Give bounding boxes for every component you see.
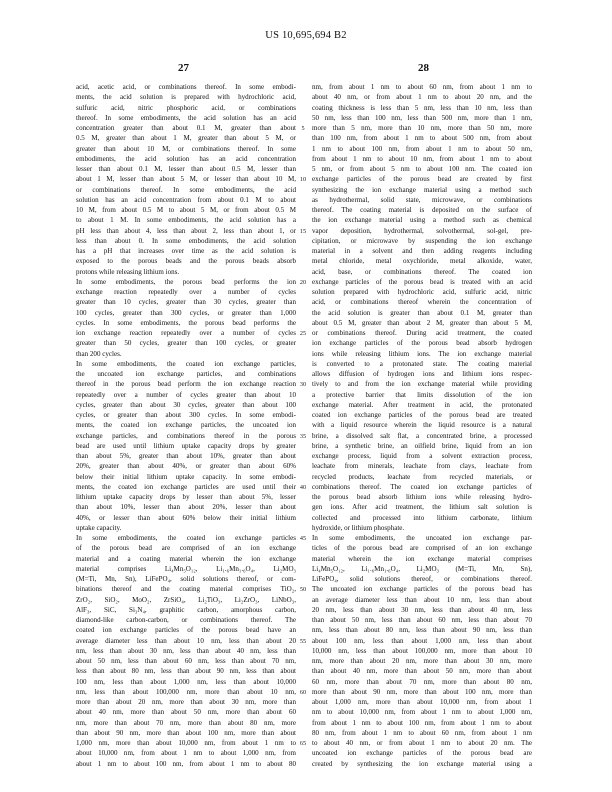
text-line: LiFePO₄, solid solutions thereof, or combinations thereof. [312,575,532,583]
text-line: ions while releasing lithium ions. The ion exchange material [312,349,532,358]
text-line: 100 cycles, greater than 300 cycles, or greater than 1,000 [76,308,296,317]
text-line: below their initial lithium uptake capacity. In some embodi- [76,472,296,481]
text-line: collected and processed into lithium carbonate, lithium [312,513,532,522]
text-line: coating thickness is less than 5 nm, less than 10 nm, less than [312,103,532,112]
text-line: bead are used until lithium uptake capacity drops by greater [76,441,296,450]
gutter-line-number: 10 [299,176,307,184]
gutter-line-number: 25 [299,330,307,337]
text-line: leachate from minerals, leachate from clays, leachate from [312,462,532,471]
text-line: ments, the coated ion exchange particles, the uncoated ion [76,421,296,430]
page-number-right: 28 [418,62,429,74]
left-text-column [76,82,296,769]
text-line: cycles, or greater than about 300 cycles. In some embodi- [76,411,296,419]
text-line: gen ions. After acid treatment, the lithium salt solution is [312,503,532,512]
text-line: 10,000 nm, less than about 100,000 nm, more than about 10 [312,646,532,655]
text-line: nm, more than about 70 nm, more than about 80 nm, more [76,718,296,727]
text-line: average diameter less than about 10 nm, less than about 20 [76,636,296,645]
text-line: than 100 nm, from about 1 nm to about 500 nm, from about [312,134,532,143]
text-line: 40%, or lesser than about 60% below their initial lithium [76,513,296,522]
text-line: than 200 cycles. [76,349,122,358]
text-line: ion exchange particles of the porous bead absorb hydrogen [312,339,532,348]
text-line: 80 nm, from about 1 nm to about 60 nm, from about 1 nm [312,728,532,737]
text-line: uncoated ion exchange particles of the porous bead are [312,749,532,758]
page-number-left: 27 [178,62,189,74]
text-line: about 40 nm, or from about 1 nm to about 20 nm, and the [312,93,532,102]
text-line: cipitation, or microwave by suspending the ion exchange [312,236,532,245]
text-line: acid, or combinations thereof wherein the concentration of [312,298,532,307]
text-line: Li₄Mn₅O₁₂, Li₁.₆Mn₁.₆O₄, Li₂MO₃ (M=Ti, Mn, Sn), [312,564,532,573]
text-line: cycles, greater than about 30 cycles, greater than about 100 [76,400,296,409]
text-line: 50 nm, less than 100 nm, less than 500 nm, more than 1 nm, [312,113,532,122]
text-line: material comprises Li₄Mn₅O₁₂, Li₁.₆Mn₁.₆O₄, Li₂MO₃ [76,564,296,573]
text-line: coated ion exchange particles of the porous bead have an [76,626,296,635]
text-line: uptake capacity. [76,523,122,532]
gutter-line-number: 45 [299,535,307,542]
gutter-line-number: 30 [299,381,307,389]
text-line: embodiments, the acid solution has an acid concentration [76,154,296,163]
text-line: ticles of the porous bead are comprised of an ion exchange [312,544,532,553]
text-line: 5 nm, or from about 5 nm to about 100 nm. The coated ion [312,165,532,173]
text-line: created by synthesizing the ion exchange material using a [312,759,532,768]
text-line: has a pH that increases over time as the acid solution is [76,247,296,255]
text-line: solution has an acid concentration from about 0.1 M to about [76,195,296,204]
text-line: a protective barrier that limits dissolution of the ion [312,390,532,399]
text-line: from about 1 nm to about 100 nm, from about 1 nm to about [312,718,532,727]
text-line: than about 5%, greater than about 10%, greater than about [76,452,296,460]
text-line: nm to about 10,000 nm, from about 1 nm to about 1,000 nm, [312,708,532,717]
text-line: about 100 nm, less than about 1,000 nm, less than about [312,636,532,645]
text-line: 20%, greater than about 40%, or greater than about 60% [76,462,296,471]
text-line: as hydrothermal, solid state, microwave, or combinations [312,195,532,204]
text-line: In some embodiments, the uncoated ion exchange par- [312,534,532,542]
text-line: than about 50 nm, less than about 60 nm, less than about 70 [312,616,532,624]
gutter-line-number: 60 [299,688,307,696]
text-line: from about 1 nm to about 10 nm, from about 1 nm to about [312,154,532,163]
text-line: exchange material. After treatment in acid, the protonated [312,400,532,409]
text-line: exchange process, liquid from a solvent extraction process, [312,452,532,460]
text-line: exchange particles, and combinations thereof in the porous [76,431,296,440]
text-line: recycled products, leachate from recycled materials, or [312,472,532,481]
patent-number-header: US 10,695,694 B2 [265,30,347,41]
text-line: nm, from about 1 nm to about 60 nm, from about 1 nm to [312,83,532,91]
text-line: brine, a dissolved salt flat, a concentrated brine, a processed [312,431,532,440]
text-line: or combinations thereof. During acid treatment, the coated [312,329,532,337]
text-line: nm, less than about 100,000 nm, more than about 10 nm, [76,687,296,696]
text-line: hydroxide, or lithium phosphate. [312,523,405,532]
gutter-line-number: 40 [299,483,307,491]
text-line: lesser than about 0.1 M, lesser than about 0.5 M, lesser than [76,165,296,173]
text-line: 60 nm, more than about 70 nm, more than about 80 nm, [312,677,532,686]
text-line: about 1 nm to about 100 nm, from about 1 nm to about 80 [76,759,296,768]
text-line: than about 10%, lesser than about 20%, lesser than about [76,503,296,512]
text-line: less than about 80 nm, less than about 90 nm, less than about [76,667,296,676]
text-line: 10 M, from about 0.5 M to about 5 M, or from about 0.5 M [76,206,296,214]
text-line: vapor deposition, hydrothermal, solvothermal, sol-gel, pre- [312,226,532,235]
text-line: ZrO₂, SiO₂, MoO₂, ZrSiO₄, Li₂TiO₃, Li₂ZrO₃, LiNbO₃, [76,595,296,604]
text-line: nm, more than about 20 nm, more than about 30 nm, more [312,657,532,665]
text-line: is converted to a protonated state. The coating material [312,359,532,368]
text-line: less than about 0. In some embodiments, the acid solution [76,236,296,245]
gutter-line-number: 65 [299,740,307,747]
text-line: thereof. In some embodiments, the acid solution has an acid [76,113,296,122]
text-line: material and a coating material wherein the ion exchange [76,554,296,563]
text-line: to about 1 M. In some embodiments, the acid solution has a [76,216,296,225]
text-line: with a liquid resource wherein the liquid resource is a natural [312,421,532,430]
text-line: exchange particles of the porous bead is treated with an acid [312,277,532,286]
text-line: nm, less than about 80 nm, less than about 90 nm, less than [312,626,532,635]
text-line: more than about 20 nm, more than about 30 nm, more than [76,698,296,706]
gutter-line-number: 55 [299,637,307,645]
text-line: tively to and from the ion exchange material while providing [312,380,532,389]
text-line: pH less than about 4, less than about 2, less than about 1, or [76,226,296,235]
text-line: diamond-like carbon-carbon, or combinations thereof. The [76,616,296,624]
text-line: combinations thereof. The coated ion exchange particles of [312,482,532,491]
text-line: sulfuric acid, nitric phosphoric acid, or combinations [76,103,296,112]
text-line: thereof. The coating material is deposited on the surface of [312,206,532,214]
text-line: than about 40 nm, more than about 50 nm, more than about [312,667,532,676]
text-line: cycles. In some embodiments, the porous bead performs the [76,318,296,327]
gutter-line-number: 50 [299,586,307,594]
text-line: repeatedly over a number of cycles greater than about 10 [76,390,296,399]
text-line: lithium uptake capacity drops by lesser than about 5%, lesser [76,493,296,501]
text-line: ments, the acid solution is prepared with hydrochloric acid, [76,93,296,102]
text-line: about 1,000 nm, more than about 10,000 nm, from about 1 [312,698,532,706]
text-line: than about 90 nm, more than about 100 nm, more than about [76,728,296,737]
gutter-line-number: 20 [299,278,307,286]
text-line: about 1 M, lesser than about 5 M, or lesser than about 10 M, [76,175,296,184]
text-line: about 10,000 nm, from about 1 nm to about 1,000 nm, from [76,749,296,758]
text-line: concentration greater than about 0.1 M, greater than about [76,124,296,132]
text-line: AlF₃, SiC, Si₃N₄, graphitic carbon, amorphous carbon, [76,605,296,614]
text-line: allows diffusion of hydrogen ions and lithium ions respec- [312,370,532,378]
gutter-line-number: 5 [301,125,305,132]
text-line: greater than about 10 M, or combinations thereof. In some [76,144,296,153]
text-line: 1 nm to about 100 nm, from about 1 nm to about 50 nm, [312,144,532,153]
text-line: thereof in the porous bead perform the ion exchange reaction [76,380,296,389]
text-line: greater than 10 cycles, greater than 30 cycles, greater than [76,298,296,307]
text-line: about 0.5 M, greater than about 2 M, greater than about 5 M, [312,318,532,327]
text-line: about 40 nm, more than about 50 nm, more than about 60 [76,708,296,717]
text-line: nm, less than about 30 nm, less than about 40 nm, less than [76,646,296,655]
text-line: coated ion exchange particles of the porous bead are treated [312,411,532,419]
text-line: In some embodiments, the coated ion exchange particles, [76,359,296,368]
text-line: more than 5 nm, more than 10 nm, more than 50 nm, more [312,124,532,132]
text-line: more than about 90 nm, more than about 100 nm, more than [312,687,532,696]
text-line: material wherein the ion exchange material comprises [312,554,532,563]
text-line: In some embodiments, the porous bead performs the ion [76,277,296,286]
text-line: 100 nm, less than about 1,000 nm, less than about 10,000 [76,677,296,686]
text-line: the porous bead absorb lithium ions while releasing hydro- [312,493,532,501]
text-line: brine, a synthetic brine, an oilfield brine, liquid from an ion [312,441,532,450]
text-line: In some embodiments, the coated ion exchange particles [76,534,296,542]
text-line: about 50 nm, less than about 60 nm, less than about 70 nm, [76,657,296,665]
text-line: the uncoated ion exchange particles, and combinations [76,370,296,378]
gutter-line-number: 35 [299,432,307,440]
text-line: the acid solution is greater than about 0.1 M, greater than [312,308,532,317]
text-line: binations thereof and the coating material comprises TiO₂, [76,585,296,594]
text-line: exchange particles of the porous bead are created by first [312,175,532,184]
right-text-column [312,82,532,769]
text-line: acid, base, or combinations thereof. The coated ion [312,267,532,276]
text-line: exchange reaction repeatedly over a number of cycles [76,288,296,296]
text-line: exposed to the porous beads and the porous beads absorb [76,257,296,266]
text-line: acid, acetic acid, or combinations thereof. In some embodi- [76,83,296,91]
text-line: of the porous bead are comprised of an ion exchange [76,544,296,553]
text-line: 1,000 nm, more than about 10,000 nm, from about 1 nm to [76,739,296,747]
text-line: The uncoated ion exchange particles of the porous bead has [312,585,532,594]
text-line: 20 nm, less than about 30 nm, less than about 40 nm, less [312,605,532,614]
text-line: ments, the coated ion exchange particles are used until their [76,482,296,491]
text-line: solution prepared with hydrochloric acid, sulfuric acid, nitric [312,288,532,296]
text-line: to about 40 nm, or from about 1 nm to about 20 nm. The [312,739,532,747]
gutter-line-number: 15 [299,227,307,235]
text-line: 0.5 M, greater than about 1 M, greater than about 5 M, or [76,134,296,143]
text-line: protons while releasing lithium ions. [76,267,180,276]
text-line: material in a solvent and then adding reagents including [312,247,532,255]
text-line: ion exchange reaction repeatedly over a number of cycles [76,329,296,337]
text-line: greater than 50 cycles, greater than 100 cycles, or greater [76,339,296,348]
text-line: synthesizing the ion exchange material using a method such [312,185,532,194]
text-line: (M=Ti, Mn, Sn), LiFePO₄, solid solutions thereof, or com- [76,575,296,583]
text-line: the ion exchange material using a method such as chemical [312,216,532,225]
text-line: metal chloride, metal oxychloride, metal alkoxide, water, [312,257,532,266]
text-line: or combinations thereof. In some embodiments, the acid [76,185,296,194]
text-line: an average diameter less than about 10 nm, less than about [312,595,532,604]
